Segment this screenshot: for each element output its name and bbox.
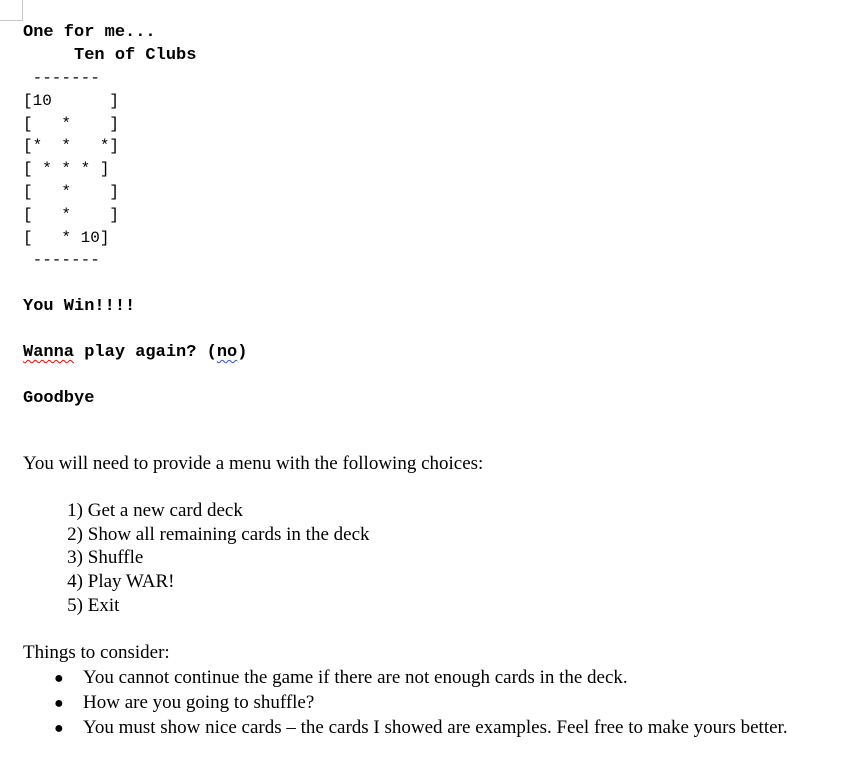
list-number: 4): [67, 571, 83, 593]
menu-choice-label: Show all remaining cards in the deck: [87, 523, 370, 545]
prompt-close: ): [237, 343, 248, 362]
console-result: You Win!!!!: [23, 297, 136, 316]
list-item: [23, 594, 370, 618]
menu-choice-label: Get a new card deck: [87, 500, 243, 521]
menu-choice-label: Shuffle: [87, 547, 144, 569]
list-number: 1): [67, 500, 83, 521]
list-item: [23, 570, 370, 594]
considerations-list: [23, 665, 788, 740]
list-item: [23, 690, 788, 715]
list-number: 5): [67, 594, 83, 616]
grammar-flagged-answer[interactable]: no: [216, 343, 238, 362]
list-item: [23, 499, 370, 523]
bullet-icon: ●: [54, 720, 64, 737]
page-corner-marker: [0, 0, 23, 21]
menu-choice-label: Play WAR!: [87, 571, 175, 593]
bullet-icon: ●: [54, 695, 64, 712]
console-card-name: Ten of Clubs: [23, 46, 197, 65]
console-goodbye: Goodbye: [23, 389, 95, 408]
consideration-text: You cannot continue the game if there are not enough cards in the deck.: [83, 667, 628, 688]
list-number: 3): [67, 547, 83, 569]
ascii-card-art: ------- [10 ] [ * ] [* * *] [ * * * ] [ * ] [ * ] [ * 10] -------: [23, 69, 120, 270]
list-item: [23, 665, 788, 690]
console-line-one-for-me: One for me...: [23, 23, 156, 42]
prompt-text: play again? (: [74, 343, 217, 362]
list-item: [23, 715, 788, 740]
consideration-text: How are you going to shuffle?: [83, 692, 315, 713]
console-play-again-prompt: [23, 341, 247, 364]
considerations-heading: Things to consider:: [23, 642, 170, 663]
consideration-text: You must show nice cards – the cards I showed are examples. Feel free to make yours better.: [83, 717, 788, 738]
list-item: [23, 546, 370, 570]
menu-choice-label: Exit: [87, 594, 120, 616]
spellcheck-flagged-word[interactable]: Wanna: [23, 343, 75, 362]
list-number: 2): [67, 523, 83, 545]
menu-choices-list: [23, 499, 370, 617]
menu-intro-paragraph: You will need to provide a menu with the following choices:: [23, 453, 484, 474]
bullet-icon: ●: [54, 670, 64, 687]
list-item: [23, 523, 370, 547]
